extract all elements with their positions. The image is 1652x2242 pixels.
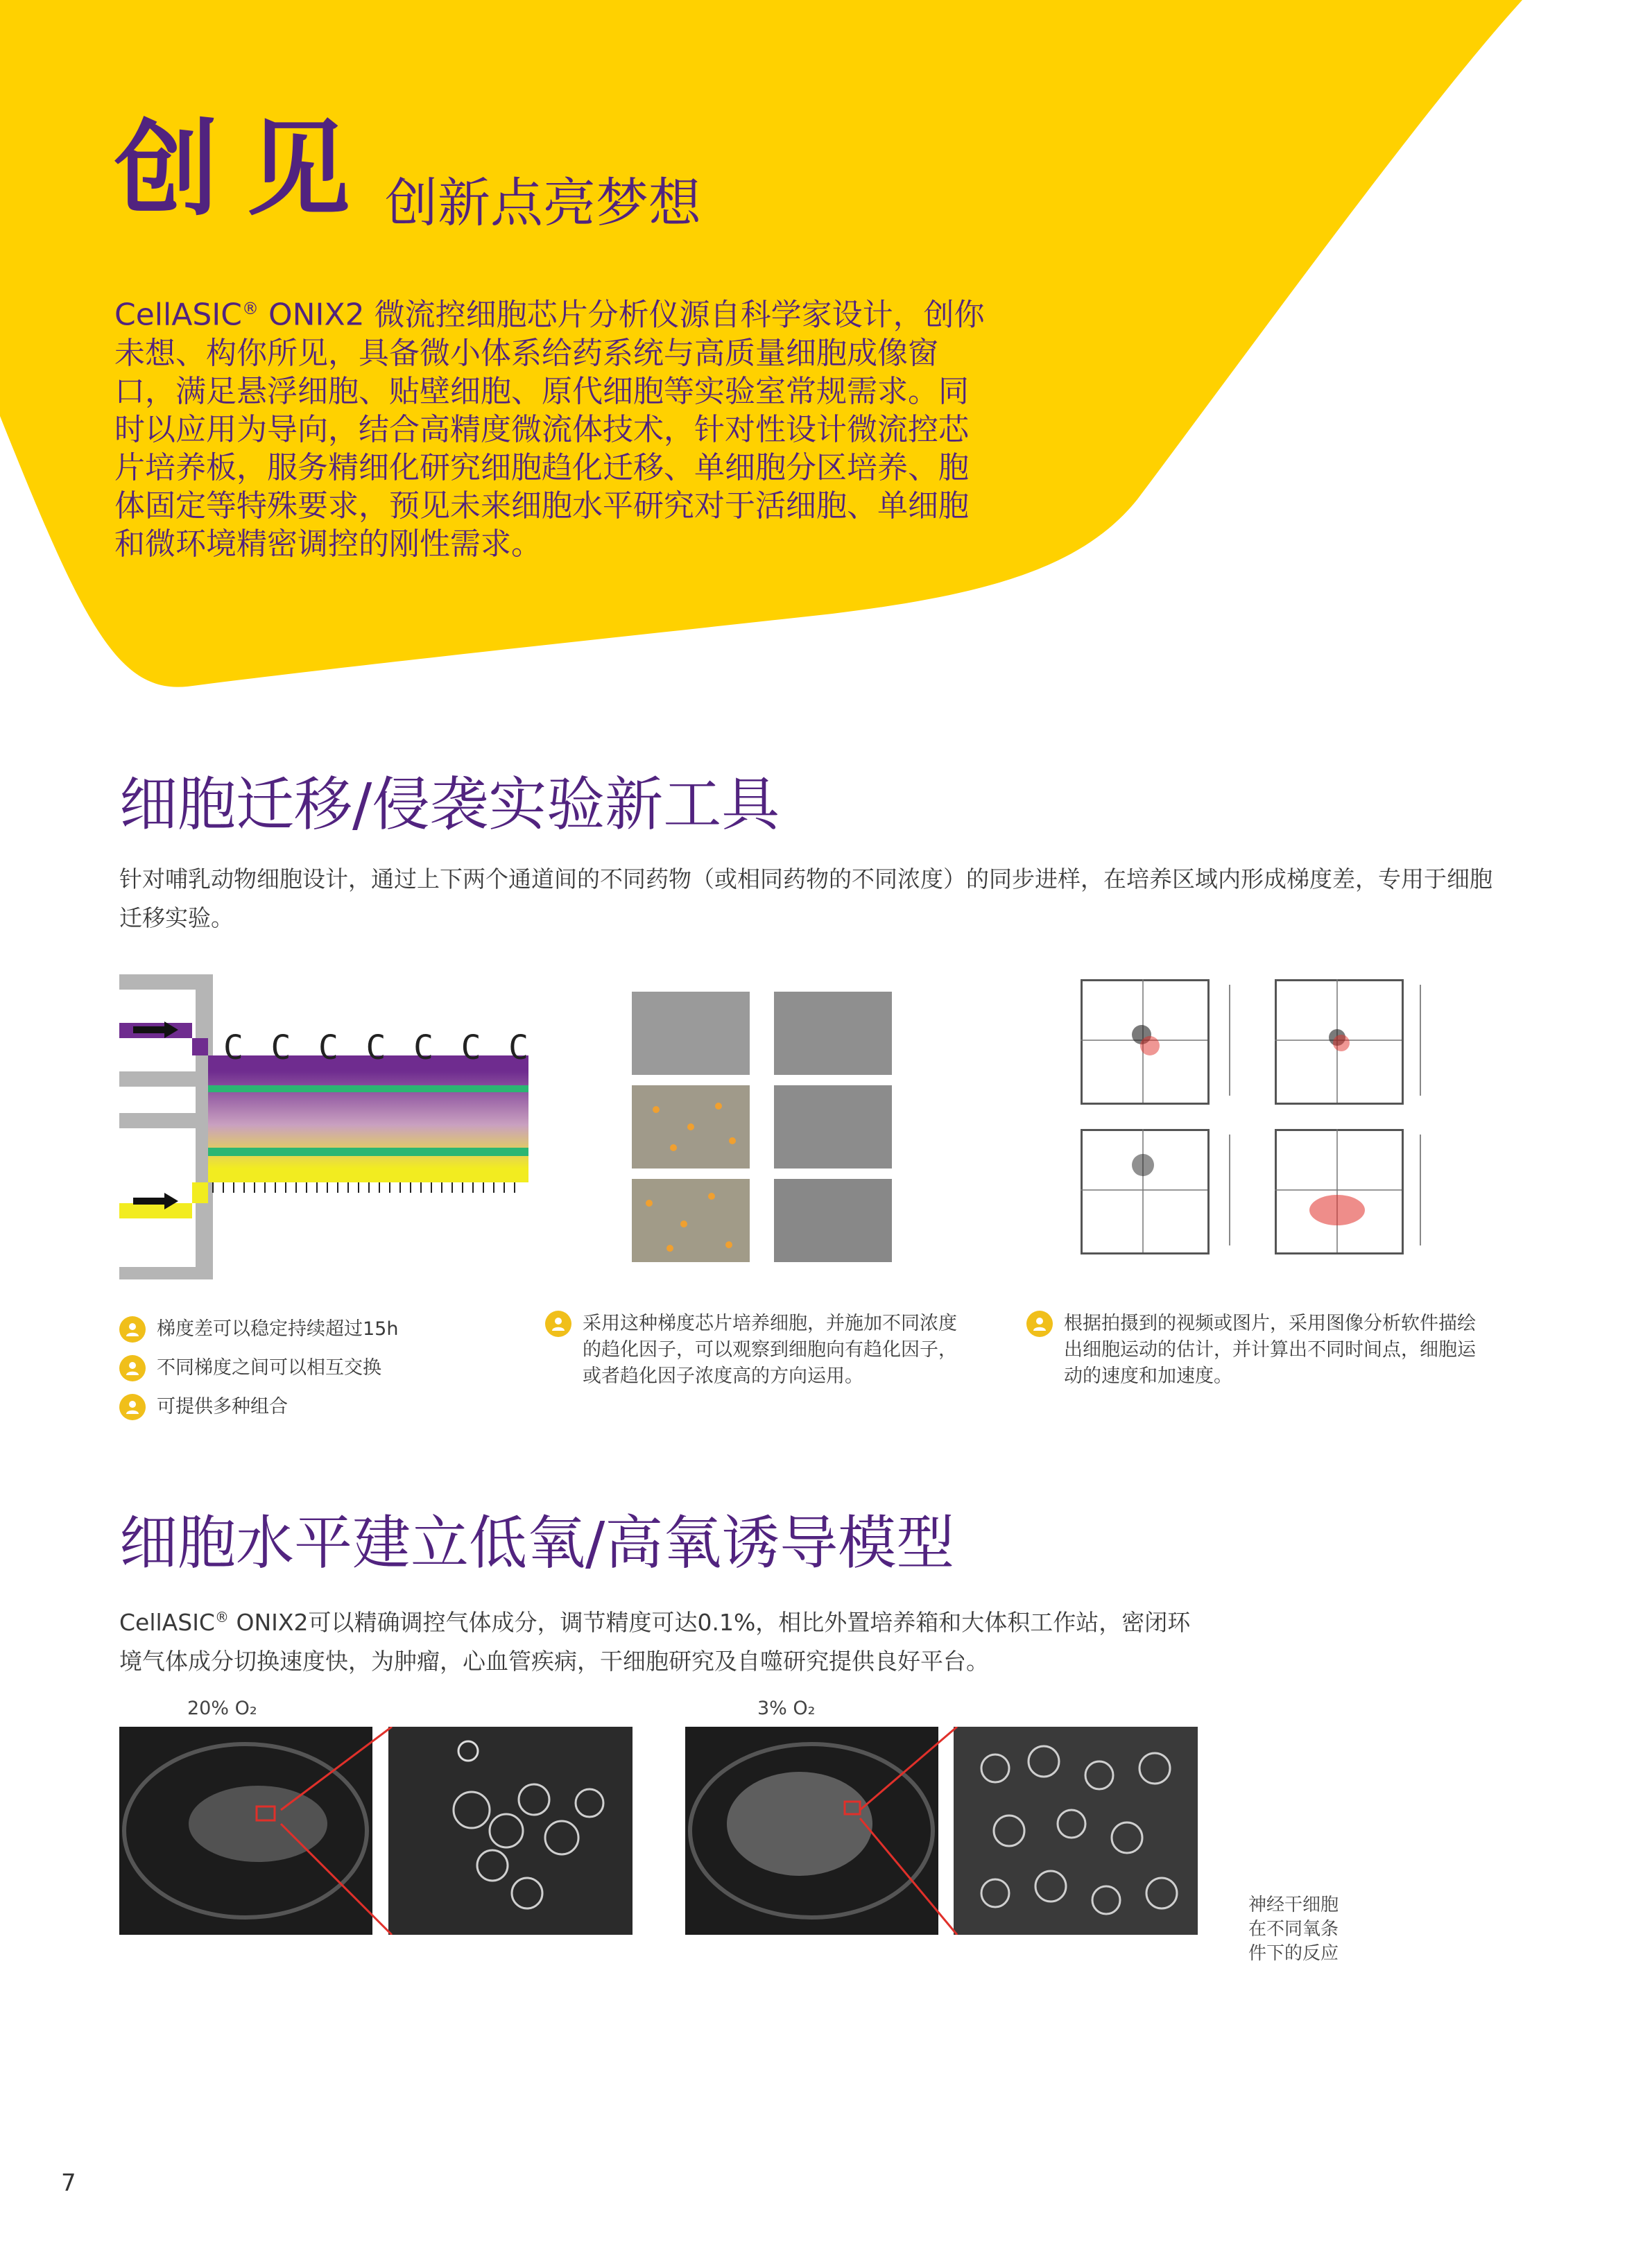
chip-letter: C <box>365 1028 386 1067</box>
registered-mark: ® <box>241 299 259 318</box>
hypoxia-body-text: ONIX2可以精确调控气体成分，调节精度可达0.1%，相比外置培养箱和大体积工作站，密闭环境气体成分切换速度快，为肿瘤，心血管疾病，干细胞研究及自噬研究提供良好平台。 <box>119 1609 1191 1675</box>
person-circle-icon <box>545 1311 571 1337</box>
cell-trajectory-plots <box>1053 971 1441 1276</box>
bullet-text: 可提供多种组合 <box>157 1396 288 1417</box>
chemotaxis-microscopy-figure <box>608 974 920 1273</box>
chip-channel-labels <box>223 1028 528 1067</box>
brand-name: CellASIC <box>119 1609 215 1636</box>
bullet-item <box>119 1316 535 1343</box>
hypoxia-section-body <box>119 1598 1201 1681</box>
migration-section-title: 细胞迁移/侵袭实验新工具 <box>119 770 780 838</box>
migration-bullet-col2 <box>545 1311 975 1390</box>
chip-letter: C <box>318 1028 338 1067</box>
o2-3-label: 3% O₂ <box>757 1698 816 1719</box>
chip-letter: C <box>461 1028 481 1067</box>
migration-bullet-col3 <box>1026 1311 1484 1390</box>
hero-body <box>114 290 988 563</box>
migration-bullets-col1 <box>119 1316 535 1420</box>
person-circle-icon <box>119 1355 146 1381</box>
bullet-text: 梯度差可以稳定持续超过15h <box>157 1318 399 1340</box>
o2-3-zoom-image <box>954 1727 1198 1935</box>
hypoxia-section-title: 细胞水平建立低氧/高氧诱导模型 <box>119 1509 955 1577</box>
person-circle-icon <box>119 1394 146 1420</box>
hero-subtitle: 创新点亮梦想 <box>385 172 701 234</box>
person-circle-icon <box>1026 1311 1053 1337</box>
bullet-item <box>119 1394 535 1420</box>
chip-letter: C <box>508 1028 528 1067</box>
person-circle-icon <box>119 1316 146 1343</box>
bullet-text: 根据拍摄到的视频或图片，采用图像分析软件描绘出细胞运动的估计，并计算出不同时间点，细胞运动的速度和加速度。 <box>1064 1313 1476 1387</box>
figure-caption: 神经干细胞在不同氧条件下的反应 <box>1248 1895 1339 1964</box>
registered-mark: ® <box>214 1609 229 1626</box>
chip-letter: C <box>270 1028 291 1067</box>
hero-title: 创见 <box>114 110 379 230</box>
chip-letter: C <box>223 1028 243 1067</box>
o2-20-zoom-image <box>388 1727 633 1935</box>
bullet-item <box>119 1355 535 1381</box>
migration-section-body: 针对哺乳动物细胞设计，通过上下两个通道间的不同药物（或相同药物的不同浓度）的同步进样，在培养区域内形成梯度差，专用于细胞迁移实验。 <box>119 865 1492 931</box>
bullet-item <box>1026 1311 1484 1390</box>
chip-letter: C <box>413 1028 433 1067</box>
hero-body-text: ONIX2 微流控细胞芯片分析仪源自科学家设计，创你未想、构你所见，具备微小体系给药系统与高质量细胞成像窗口，满足悬浮细胞、贴壁细胞、原代细胞等实验室常规需求。同时以应用为导向，结合高精度微流体技术，针对性设计微流控芯片培养板，服务精细化研究细胞趋化迁移、单细胞分区培养、胞体固定等特殊要求，预见未来细胞水平研究对于活细胞、单细胞和微环境精密调控的刚性需求。 <box>114 297 985 562</box>
bullet-text: 采用这种梯度芯片培养细胞，并施加不同浓度的趋化因子，可以观察到细胞向有趋化因子，或者趋化因子浓度高的方向运用。 <box>583 1313 957 1387</box>
gradient-chip-diagram <box>119 974 528 1279</box>
bullet-text: 不同梯度之间可以相互交换 <box>157 1357 381 1379</box>
bullet-item <box>545 1311 975 1390</box>
o2-20-label: 20% O₂ <box>187 1698 257 1719</box>
page-number: 7 <box>61 2169 76 2197</box>
brand-name: CellASIC <box>114 297 242 333</box>
